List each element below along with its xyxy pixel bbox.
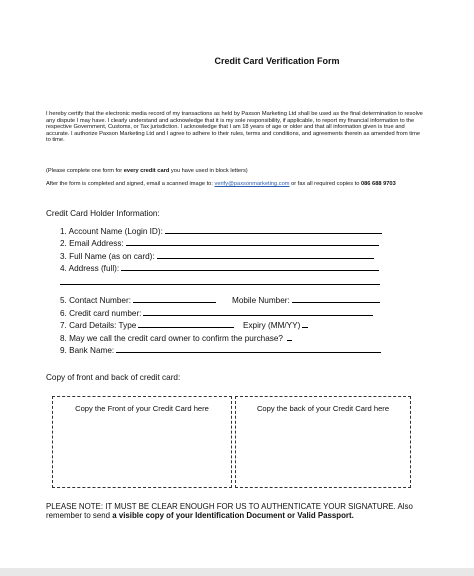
expiry-field[interactable] (243, 321, 308, 330)
submission-post: or fax all required copies to (289, 181, 361, 187)
full-name-line[interactable] (157, 258, 374, 259)
mobile-number-line[interactable] (292, 302, 380, 303)
bank-name-label: 9. Bank Name: (60, 346, 115, 355)
credit-card-number-line[interactable] (143, 315, 373, 316)
address-line-1[interactable] (121, 270, 379, 271)
email-field[interactable] (60, 239, 379, 248)
bank-name-line[interactable] (116, 352, 381, 353)
call-confirm-field[interactable] (60, 334, 292, 343)
address-field[interactable] (60, 264, 379, 273)
card-front-text: Copy the Front of your Credit Card here (75, 404, 209, 413)
email-line[interactable] (126, 245, 379, 246)
card-type-line[interactable] (138, 327, 234, 328)
address-line-2[interactable] (60, 284, 380, 285)
bank-name-field[interactable] (60, 346, 381, 355)
card-back-text: Copy the back of your Credit Card here (256, 404, 390, 413)
submission-pre: After the form is completed and signed, email a scanned image to: (46, 181, 215, 187)
expiry-label: Expiry (MM/YY) (243, 321, 301, 330)
fax-number: 086 688 9703 (360, 181, 396, 187)
signature-note (46, 502, 426, 520)
verify-email-link[interactable]: verify@paxsonmarketing.com (214, 181, 290, 187)
credit-card-number-field[interactable] (60, 309, 373, 318)
submission-paragraph (46, 181, 424, 188)
contact-number-label: 5. Contact Number: (60, 296, 131, 305)
instructions-bold: every credit card (123, 168, 170, 174)
call-confirm-line[interactable] (287, 340, 292, 341)
full-name-field[interactable] (60, 252, 374, 261)
note-text: PLEASE NOTE: IT MUST BE CLEAR ENOUGH FOR US TO AUTHENTICATE YOUR SIGNATURE. Also remember to send (46, 502, 413, 521)
instructions-pre: (Please complete one form for (46, 168, 124, 174)
card-type-field[interactable] (60, 321, 234, 330)
form-title: Credit Card Verification Form (214, 56, 340, 66)
copy-heading: Copy of front and back of credit card: (46, 373, 181, 382)
mobile-number-field[interactable] (232, 296, 380, 305)
contact-number-field[interactable] (60, 296, 216, 305)
bottom-strip (0, 568, 474, 576)
account-name-label: 1. Account Name (Login ID): (60, 227, 163, 236)
card-type-label: 7. Card Details: Type (60, 321, 137, 330)
account-name-field[interactable] (60, 227, 382, 236)
card-back-box[interactable] (235, 396, 411, 488)
mobile-number-label: Mobile Number: (232, 296, 290, 305)
call-confirm-label: 8. May we call the credit card owner to confirm the purchase? (60, 334, 283, 343)
card-front-box[interactable] (52, 396, 232, 488)
address-label: 4. Address (full): (60, 264, 120, 273)
certification-paragraph: I hereby certify that the electronic media record of my transactions as held by Paxson Marketing Ltd shall be used as the final determination to resolve any dispute I may have. I clearly understand and acknowledge that it is my sole responsibility, if applicable, to report my financial information to the respective Government, Customs, or Tax jurisdiction. I acknowledge that I am 18 years of age or older and that all information given is true and accurate. I authorize Paxson Marketing Ltd and I agree to adhere to their rules, terms and conditions, and agreements therein as amended from time to time. (46, 111, 423, 144)
holder-heading: Credit Card Holder Information: (46, 209, 160, 218)
full-name-label: 3. Full Name (as on card): (60, 252, 155, 261)
instructions-paragraph (46, 168, 424, 175)
instructions-post: you have used in block letters) (169, 168, 248, 174)
account-name-line[interactable] (165, 233, 382, 234)
contact-number-line[interactable] (133, 302, 216, 303)
email-label: 2. Email Address: (60, 239, 124, 248)
credit-card-number-label: 6. Credit card number: (60, 309, 142, 318)
expiry-line[interactable] (302, 327, 308, 328)
note-bold: a visible copy of your Identification Document or Valid Passport. (112, 511, 354, 521)
